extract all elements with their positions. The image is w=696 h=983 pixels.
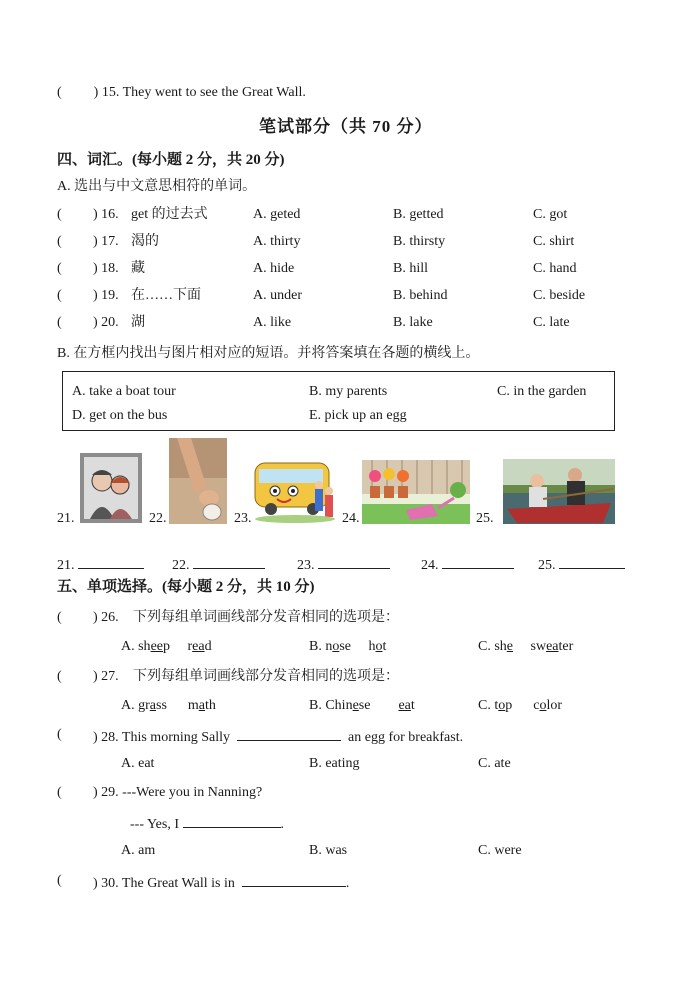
answer-line-21[interactable]: 21. [57,554,144,575]
answer-paren: ( [57,85,62,100]
answer-paren: ( [57,288,62,303]
parents-portrait-image [80,453,142,523]
option-b: B. hill [393,261,429,276]
pic-num-25: 25. [476,511,494,526]
phrase-d: D. get on the bus [72,408,168,423]
answer-paren: ( [57,315,62,330]
q29-line1: ) 29. ---Were you in Nanning? [93,785,263,800]
q27-option-a: A. grass math [121,698,216,713]
phrase-c: C. in the garden [497,384,587,399]
option-c: C. shirt [533,234,575,249]
row-stem: 渴的 [131,234,159,249]
answer-paren: ( [57,873,62,888]
row-num: ) 17. [93,234,119,249]
option-a: A. hide [253,261,295,276]
q15-num: 15. [101,85,120,100]
bus-image [253,459,337,523]
option-c: C. got [533,207,568,222]
answer-paren: ( [57,610,62,625]
partB-instruction: B. 在方框内找出与图片相对应的短语。并将答案填在各题的横线上。 [57,346,480,361]
q29-option-b: B. was [309,843,348,858]
pic-num-24: 24. [342,511,360,526]
q15 [57,84,306,102]
answer-paren: ( [57,234,62,249]
answer-paren: ( [57,207,62,222]
q27-option-b: B. Chinese eat [309,698,415,713]
row-stem: 藏 [131,261,145,276]
q27-option-c: C. top color [478,698,563,713]
row-stem: 在……下面 [131,288,201,303]
pic-num-22: 22. [149,511,167,526]
q28-option-b: B. eating [309,756,360,771]
q29-option-c: C. were [478,843,522,858]
garden-image [362,460,470,524]
answer-line-22[interactable]: 22. [172,554,265,575]
q30-line: ) 30. The Great Wall is in . [93,872,349,893]
answer-line-23[interactable]: 23. [297,554,390,575]
option-b: B. thirsty [393,234,446,249]
answer-paren: ( [57,727,62,742]
answer-paren: ( [57,669,62,684]
q28-option-a: A. eat [121,756,155,771]
pic-num-21: 21. [57,511,75,526]
section5-heading: 五、单项选择。(每小题 2 分，共 10 分) [57,579,315,595]
partA-instruction: A. 选出与中文意思相符的单词。 [57,179,257,194]
pick-egg-image [169,438,227,524]
row-num: ) 18. [93,261,119,276]
q29-line2: --- Yes, I . [130,813,284,834]
pic-num-23: 23. [234,511,252,526]
q26-option-b: B. nose hot [309,639,387,654]
q26-option-c: C. she sweater [478,639,574,654]
q27-stem: 下列每组单词画线部分发音相同的选项是： [133,669,399,684]
q27-num: ) 27. [93,669,119,684]
answer-paren-close: ) [93,85,99,100]
phrase-a: A. take a boat tour [72,384,176,399]
option-b: B. getted [393,207,444,222]
q26-option-a: A. sheep read [121,639,212,654]
row-num: ) 16. [93,207,119,222]
answer-paren: ( [57,785,62,800]
q15-text: They went to see the Great Wall. [122,85,306,100]
option-c: C. hand [533,261,577,276]
option-a: A. under [253,288,302,303]
row-stem: get 的过去式 [131,207,208,222]
option-c: C. late [533,315,570,330]
q29-option-a: A. am [121,843,156,858]
option-b: B. lake [393,315,433,330]
option-a: A. thirty [253,234,301,249]
answer-paren: ( [57,261,62,276]
row-stem: 湖 [131,315,145,330]
phrase-e: E. pick up an egg [309,408,407,423]
section4-heading: 四、词汇。(每小题 2 分，共 20 分) [57,152,285,168]
option-a: A. like [253,315,292,330]
row-num: ) 20. [93,315,119,330]
q28-line: ) 28. This morning Sally an egg for breakfast. [93,726,463,747]
written-title: 笔试部分（共 70 分） [259,117,433,136]
q26-stem: 下列每组单词画线部分发音相同的选项是： [133,610,399,625]
option-b: B. behind [393,288,448,303]
answer-line-25[interactable]: 25. [538,554,625,575]
q28-option-c: C. ate [478,756,511,771]
option-a: A. geted [253,207,301,222]
answer-line-24[interactable]: 24. [421,554,514,575]
row-num: ) 19. [93,288,119,303]
option-c: C. beside [533,288,586,303]
boat-tour-image [503,459,615,524]
phrase-b: B. my parents [309,384,388,399]
q26-num: ) 26. [93,610,119,625]
